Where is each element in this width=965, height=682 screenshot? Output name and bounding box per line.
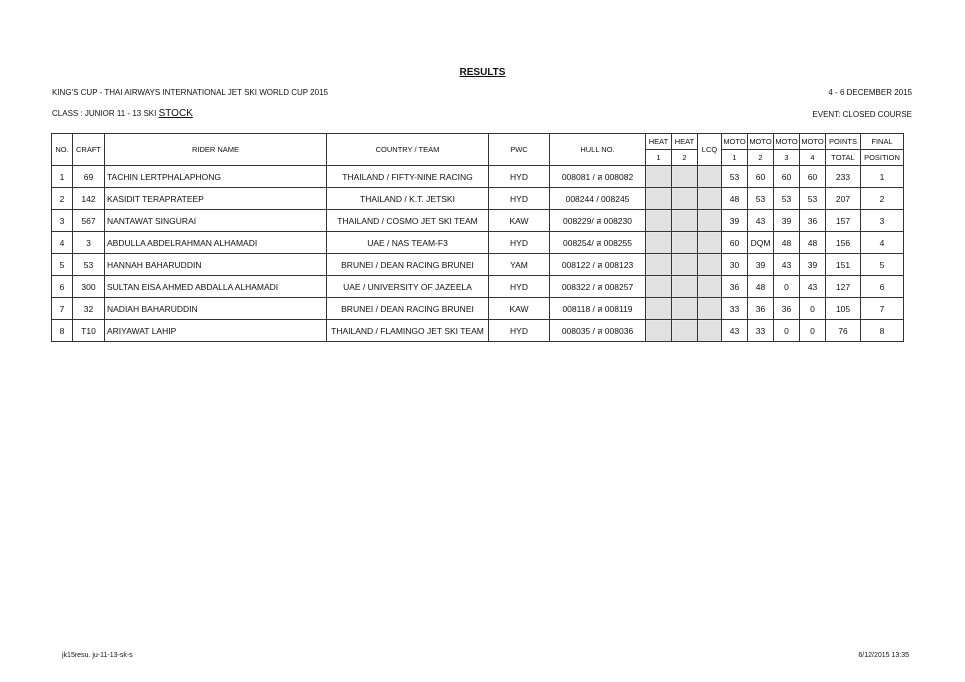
cell-moto-2: 60 — [748, 166, 774, 188]
class-line — [52, 108, 193, 119]
class-stock: STOCK — [158, 108, 193, 119]
cell-moto-1: 36 — [722, 276, 748, 298]
cell-total: 127 — [826, 276, 861, 298]
cell-moto-4: 53 — [800, 188, 826, 210]
footer-timestamp: 6/12/2015 13:35 — [858, 652, 909, 659]
cell-hull: 008244 / 008245 — [550, 188, 646, 210]
cell-moto-1: 53 — [722, 166, 748, 188]
cell-craft: 567 — [73, 210, 105, 232]
cell-total: 151 — [826, 254, 861, 276]
cell-lcq — [698, 320, 722, 342]
col-craft: CRAFT — [73, 134, 105, 166]
event-dates: 4 - 6 DECEMBER 2015 — [828, 88, 912, 97]
cell-hull: 008229/ ส 008230 — [550, 210, 646, 232]
cell-no: 4 — [52, 232, 73, 254]
cell-final-position: 3 — [861, 210, 904, 232]
cell-lcq — [698, 188, 722, 210]
col-moto-2: MOTO — [748, 134, 774, 150]
cell-rider: NANTAWAT SINGURAI — [105, 210, 327, 232]
cell-heat-1 — [646, 166, 672, 188]
cell-heat-1 — [646, 188, 672, 210]
cell-country: THAILAND / FIFTY-NINE RACING — [327, 166, 489, 188]
col-moto-1-num: 1 — [722, 150, 748, 166]
cell-no: 8 — [52, 320, 73, 342]
cell-moto-3: 43 — [774, 254, 800, 276]
cell-moto-1: 30 — [722, 254, 748, 276]
cell-rider: HANNAH BAHARUDDIN — [105, 254, 327, 276]
cell-hull: 008254/ ส 008255 — [550, 232, 646, 254]
cell-heat-1 — [646, 298, 672, 320]
cell-heat-2 — [672, 320, 698, 342]
col-moto-3-num: 3 — [774, 150, 800, 166]
col-final-position: POSITION — [861, 150, 904, 166]
cell-pwc: HYD — [489, 166, 550, 188]
cell-heat-1 — [646, 276, 672, 298]
col-hull: HULL NO. — [550, 134, 646, 166]
cell-hull: 008322 / ส 008257 — [550, 276, 646, 298]
cell-hull: 008118 / ส 008119 — [550, 298, 646, 320]
col-points-total: TOTAL — [826, 150, 861, 166]
col-moto-4-num: 4 — [800, 150, 826, 166]
cell-pwc: HYD — [489, 276, 550, 298]
cell-no: 5 — [52, 254, 73, 276]
cell-final-position: 8 — [861, 320, 904, 342]
cell-heat-2 — [672, 232, 698, 254]
cell-pwc: HYD — [489, 232, 550, 254]
cell-moto-2: DQM — [748, 232, 774, 254]
cell-lcq — [698, 166, 722, 188]
col-heat-1: HEAT — [646, 134, 672, 150]
col-heat-2: HEAT — [672, 134, 698, 150]
table-row — [52, 166, 904, 188]
table-row — [52, 210, 904, 232]
cell-moto-2: 33 — [748, 320, 774, 342]
col-no: NO. — [52, 134, 73, 166]
table-row — [52, 254, 904, 276]
cell-no: 1 — [52, 166, 73, 188]
cell-moto-2: 43 — [748, 210, 774, 232]
cell-heat-2 — [672, 210, 698, 232]
table-row — [52, 276, 904, 298]
cell-moto-2: 39 — [748, 254, 774, 276]
cell-moto-2: 36 — [748, 298, 774, 320]
footer-file-ref: jk15resu. ju-11-13-sk-s — [62, 652, 133, 659]
cell-country: THAILAND / K.T. JETSKI — [327, 188, 489, 210]
cell-moto-3: 60 — [774, 166, 800, 188]
cell-no: 2 — [52, 188, 73, 210]
table-row — [52, 188, 904, 210]
results-body — [52, 166, 904, 342]
cell-final-position: 5 — [861, 254, 904, 276]
cell-hull: 008035 / ส 008036 — [550, 320, 646, 342]
cell-heat-1 — [646, 232, 672, 254]
cell-moto-3: 53 — [774, 188, 800, 210]
cell-country: THAILAND / FLAMINGO JET SKI TEAM — [327, 320, 489, 342]
cell-moto-1: 43 — [722, 320, 748, 342]
results-table — [51, 133, 904, 342]
cell-rider: TACHIN LERTPHALAPHONG — [105, 166, 327, 188]
cell-rider: NADIAH BAHARUDDIN — [105, 298, 327, 320]
event-name: KING'S CUP - THAI AIRWAYS INTERNATIONAL JET SKI WORLD CUP 2015 — [52, 88, 328, 97]
cell-heat-2 — [672, 188, 698, 210]
cell-heat-1 — [646, 254, 672, 276]
cell-moto-4: 60 — [800, 166, 826, 188]
cell-final-position: 6 — [861, 276, 904, 298]
cell-craft: 69 — [73, 166, 105, 188]
cell-final-position: 7 — [861, 298, 904, 320]
table-row — [52, 232, 904, 254]
cell-moto-1: 33 — [722, 298, 748, 320]
cell-moto-2: 48 — [748, 276, 774, 298]
cell-moto-3: 0 — [774, 276, 800, 298]
cell-moto-3: 48 — [774, 232, 800, 254]
cell-final-position: 2 — [861, 188, 904, 210]
cell-country: UAE / NAS TEAM-F3 — [327, 232, 489, 254]
cell-moto-1: 48 — [722, 188, 748, 210]
cell-no: 6 — [52, 276, 73, 298]
cell-craft: 300 — [73, 276, 105, 298]
cell-moto-4: 39 — [800, 254, 826, 276]
col-moto-3: MOTO — [774, 134, 800, 150]
col-points: POINTS — [826, 134, 861, 150]
cell-rider: ABDULLA ABDELRAHMAN ALHAMADI — [105, 232, 327, 254]
col-heat-1-num: 1 — [646, 150, 672, 166]
cell-total: 156 — [826, 232, 861, 254]
cell-moto-3: 36 — [774, 298, 800, 320]
cell-heat-1 — [646, 320, 672, 342]
cell-craft: T10 — [73, 320, 105, 342]
cell-lcq — [698, 298, 722, 320]
cell-craft: 53 — [73, 254, 105, 276]
cell-final-position: 1 — [861, 166, 904, 188]
col-pwc: PWC — [489, 134, 550, 166]
cell-no: 7 — [52, 298, 73, 320]
cell-moto-4: 0 — [800, 298, 826, 320]
cell-lcq — [698, 276, 722, 298]
cell-hull: 008081 / ส 008082 — [550, 166, 646, 188]
page-title: RESULTS — [459, 67, 506, 78]
cell-rider: KASIDIT TERAPRATEEP — [105, 188, 327, 210]
cell-heat-2 — [672, 166, 698, 188]
cell-moto-1: 39 — [722, 210, 748, 232]
cell-country: THAILAND / COSMO JET SKI TEAM — [327, 210, 489, 232]
cell-country: UAE / UNIVERSITY OF JAZEELA — [327, 276, 489, 298]
cell-pwc: HYD — [489, 188, 550, 210]
cell-moto-4: 48 — [800, 232, 826, 254]
cell-rider: ARIYAWAT LAHIP — [105, 320, 327, 342]
cell-total: 76 — [826, 320, 861, 342]
col-lcq: LCQ — [698, 134, 722, 166]
col-rider: RIDER NAME — [105, 134, 327, 166]
class-label: CLASS : JUNIOR 11 - 13 SKI — [52, 109, 159, 118]
cell-moto-4: 36 — [800, 210, 826, 232]
table-row — [52, 298, 904, 320]
cell-hull: 008122 / ส 008123 — [550, 254, 646, 276]
cell-heat-2 — [672, 276, 698, 298]
table-row — [52, 320, 904, 342]
col-country: COUNTRY / TEAM — [327, 134, 489, 166]
cell-pwc: KAW — [489, 210, 550, 232]
cell-pwc: HYD — [489, 320, 550, 342]
cell-heat-2 — [672, 254, 698, 276]
cell-country: BRUNEI / DEAN RACING BRUNEI — [327, 254, 489, 276]
cell-pwc: KAW — [489, 298, 550, 320]
cell-total: 105 — [826, 298, 861, 320]
cell-moto-4: 0 — [800, 320, 826, 342]
cell-heat-2 — [672, 298, 698, 320]
col-heat-2-num: 2 — [672, 150, 698, 166]
cell-moto-3: 0 — [774, 320, 800, 342]
cell-pwc: YAM — [489, 254, 550, 276]
col-final: FINAL — [861, 134, 904, 150]
cell-lcq — [698, 210, 722, 232]
cell-moto-2: 53 — [748, 188, 774, 210]
col-moto-1: MOTO — [722, 134, 748, 150]
col-moto-2-num: 2 — [748, 150, 774, 166]
cell-final-position: 4 — [861, 232, 904, 254]
col-moto-4: MOTO — [800, 134, 826, 150]
cell-craft: 32 — [73, 298, 105, 320]
cell-moto-4: 43 — [800, 276, 826, 298]
cell-no: 3 — [52, 210, 73, 232]
cell-moto-3: 39 — [774, 210, 800, 232]
cell-lcq — [698, 254, 722, 276]
event-type: EVENT: CLOSED COURSE — [812, 110, 912, 119]
cell-total: 233 — [826, 166, 861, 188]
cell-total: 207 — [826, 188, 861, 210]
cell-heat-1 — [646, 210, 672, 232]
cell-moto-1: 60 — [722, 232, 748, 254]
cell-craft: 3 — [73, 232, 105, 254]
cell-rider: SULTAN EISA AHMED ABDALLA ALHAMADI — [105, 276, 327, 298]
cell-lcq — [698, 232, 722, 254]
cell-country: BRUNEI / DEAN RACING BRUNEI — [327, 298, 489, 320]
cell-total: 157 — [826, 210, 861, 232]
cell-craft: 142 — [73, 188, 105, 210]
